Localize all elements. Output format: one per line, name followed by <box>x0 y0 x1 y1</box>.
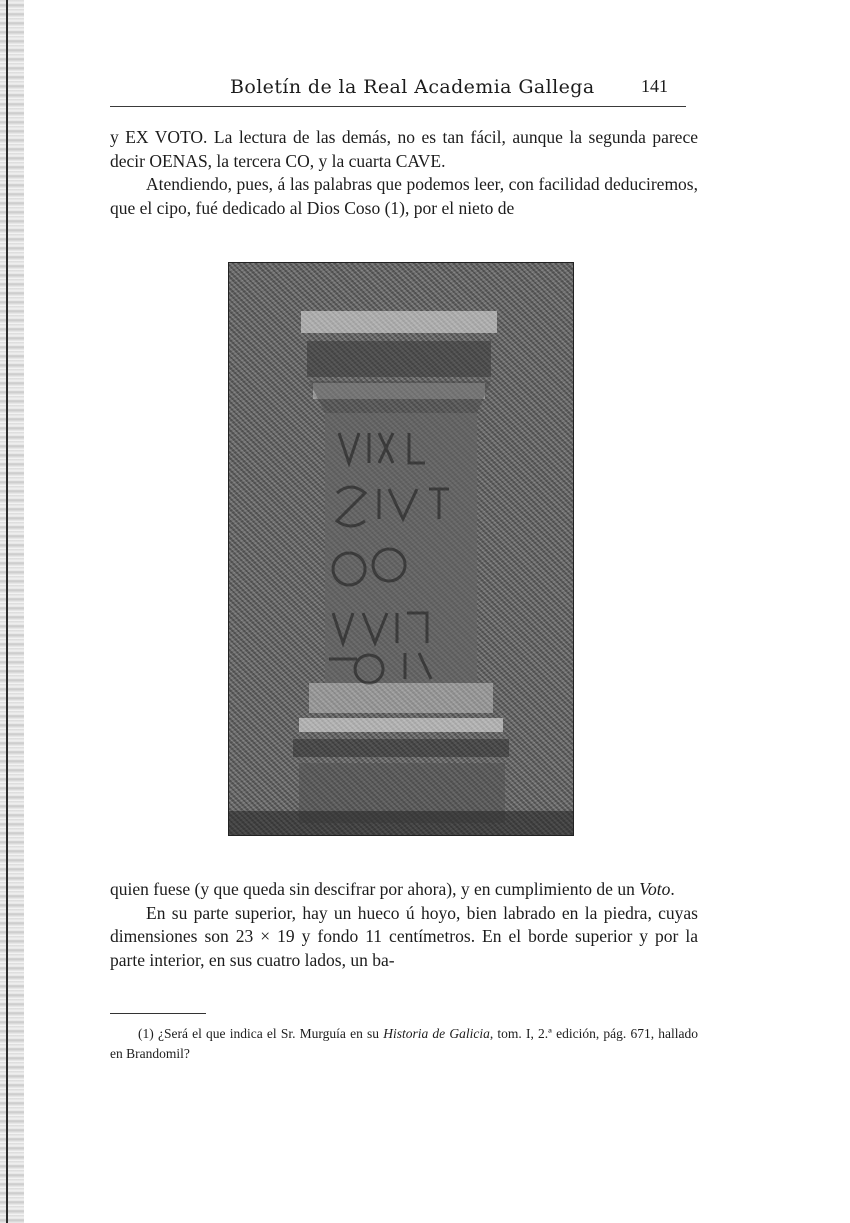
paragraph-1: y EX VOTO. La lectura de las demás, no es tan fácil, aunque la segunda parece decir OENAS, la tercera CO, y la cuarta CAVE. <box>110 127 698 171</box>
page-number: 141 <box>641 76 668 96</box>
header-rule <box>110 106 686 107</box>
footnote-text-end: , tom. I, 2.ª edición, pág. 671, hallado en Brandomil? <box>110 1026 698 1061</box>
running-head <box>110 76 686 106</box>
paragraph-3-end: . <box>670 879 675 899</box>
cippus-photograph <box>228 262 574 836</box>
footnote-rule <box>110 1013 206 1014</box>
footnote-book-title: Historia de Galicia <box>383 1026 490 1041</box>
paragraph-2-text: Atendiendo, pues, á las palabras que podemos leer, con facilidad deduciremos, que el cipo, fué dedicado al Dios Coso (1), por el nieto de <box>110 174 698 218</box>
journal-title: Boletín de la Real Academia Gallega <box>230 76 595 98</box>
paragraph-4-text: En su parte superior, hay un hueco ú hoyo, bien labrado en la piedra, cuyas dimensiones son 23 × 19 y fondo 11 centímetros. En el borde superior y por la parte interior, en sus cuatro lados, un ba- <box>110 902 698 970</box>
paragraph-3-text: quien fuese (y que queda sin descifrar por ahora), y en cumplimiento de un <box>110 879 640 899</box>
book-spine-shadow <box>0 0 24 1223</box>
book-spine-edge <box>6 0 8 1223</box>
footnote-text-start: ¿Será el que indica el Sr. Murguía en su <box>157 1026 384 1041</box>
paragraph-2 <box>110 173 698 220</box>
footnote-marker: (1) <box>138 1026 154 1041</box>
body-text-top <box>110 126 698 220</box>
cippus-illustration <box>229 263 573 835</box>
voto-italic: Voto <box>639 879 671 899</box>
paragraph-4 <box>110 902 698 973</box>
body-text-bottom <box>110 878 698 972</box>
footnote <box>110 1024 698 1064</box>
paragraph-3 <box>110 878 698 902</box>
